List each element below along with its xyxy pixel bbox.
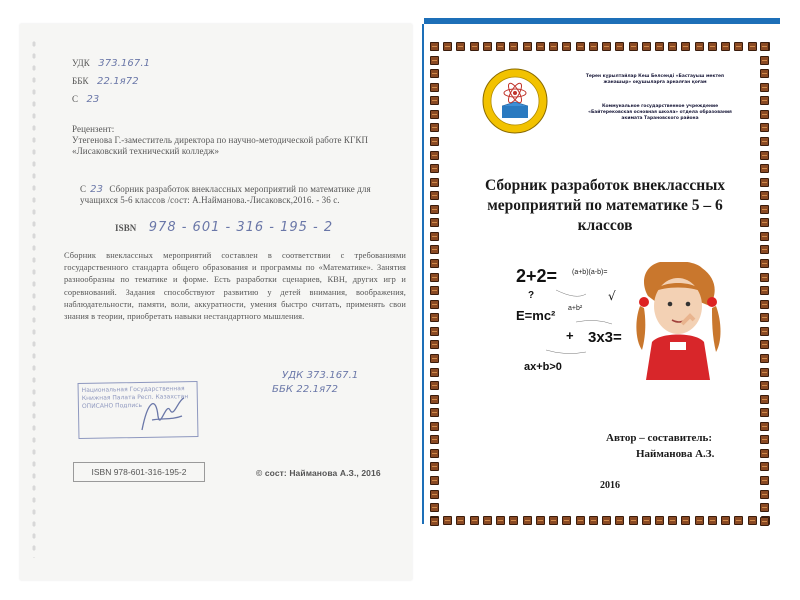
border-chest-icon bbox=[496, 42, 505, 51]
border-chest-icon bbox=[430, 503, 439, 512]
border-chest-icon bbox=[760, 327, 769, 336]
desc-text: Сборник разработок внеклассных мероприятий по математике для учащихся 5-6 классов /сост: А.Найманова.-Лисаковск,2016. - 36 с. bbox=[80, 184, 371, 205]
formula-2plus2: 2+2= bbox=[516, 266, 558, 286]
header-kazakh-text: Терен кұрылтайлар Кеш Белсенді «Бастауыш мектеп жанашыр» оқушыларға арналған қоғам bbox=[585, 74, 725, 85]
border-chest-icon bbox=[760, 69, 769, 78]
border-chest-icon bbox=[430, 462, 439, 471]
isbn-line bbox=[115, 220, 333, 235]
border-chest-icon bbox=[430, 408, 439, 417]
border-chest-icon bbox=[430, 218, 439, 227]
header-school-name: Коммунальное государственное учреждение «Байтерековская основная школа» отдела образования акимата Тарановского района bbox=[588, 104, 732, 121]
formula-ab2: a+b² bbox=[568, 305, 583, 312]
c-line bbox=[72, 94, 99, 105]
border-chest-icon bbox=[655, 516, 664, 525]
decorative-border-bottom bbox=[430, 516, 770, 526]
border-chest-icon bbox=[748, 42, 757, 51]
decorative-border-top bbox=[430, 42, 770, 52]
handwritten-udk: УДК 373.167.1 bbox=[282, 370, 359, 381]
author-name: Найманова А.З. bbox=[636, 448, 715, 460]
isbn-box: ISBN 978-601-316-195-2 bbox=[73, 462, 205, 482]
top-blue-bar bbox=[424, 18, 780, 24]
border-chest-icon bbox=[760, 449, 769, 458]
border-chest-icon bbox=[760, 83, 769, 92]
border-chest-icon bbox=[549, 516, 558, 525]
border-chest-icon bbox=[430, 517, 439, 526]
border-chest-icon bbox=[708, 42, 717, 51]
handwritten-bbk: ББК 22.1я72 bbox=[272, 384, 339, 395]
border-chest-icon bbox=[496, 516, 505, 525]
border-chest-icon bbox=[760, 368, 769, 377]
border-chest-icon bbox=[681, 516, 690, 525]
border-chest-icon bbox=[443, 42, 452, 51]
border-chest-icon bbox=[760, 395, 769, 404]
border-chest-icon bbox=[629, 516, 638, 525]
binding-dots bbox=[30, 38, 38, 558]
school-emblem-icon bbox=[480, 66, 550, 136]
border-chest-icon bbox=[760, 164, 769, 173]
border-chest-icon bbox=[430, 205, 439, 214]
border-chest-icon bbox=[430, 110, 439, 119]
border-chest-icon bbox=[430, 435, 439, 444]
reviewer-organization: «Лисаковский технический колледж» bbox=[72, 146, 220, 156]
border-chest-icon bbox=[734, 42, 743, 51]
border-chest-icon bbox=[642, 42, 651, 51]
border-chest-icon bbox=[681, 42, 690, 51]
border-chest-icon bbox=[589, 42, 598, 51]
bibliographic-description bbox=[80, 184, 406, 206]
reviewer-heading: Рецензент: bbox=[72, 124, 115, 134]
border-chest-icon bbox=[430, 96, 439, 105]
border-chest-icon bbox=[760, 218, 769, 227]
border-chest-icon bbox=[589, 516, 598, 525]
border-chest-icon bbox=[536, 42, 545, 51]
border-chest-icon bbox=[430, 313, 439, 322]
border-chest-icon bbox=[483, 516, 492, 525]
border-chest-icon bbox=[576, 516, 585, 525]
border-chest-icon bbox=[760, 503, 769, 512]
border-chest-icon bbox=[602, 42, 611, 51]
border-chest-icon bbox=[509, 42, 518, 51]
border-chest-icon bbox=[760, 273, 769, 282]
formula-3x3: 3x3= bbox=[588, 329, 622, 346]
bbk-handwritten: 22.1я72 bbox=[97, 76, 139, 87]
bbk-line bbox=[72, 76, 139, 87]
formula-plus: + bbox=[566, 328, 574, 343]
library-stamp: Национальная Государственная Книжная Палата Респ. Казахстан ОПИСАНО Подпись bbox=[78, 381, 199, 439]
border-chest-icon bbox=[430, 354, 439, 363]
girl-illustration-icon bbox=[630, 262, 726, 380]
imprint-page bbox=[20, 24, 412, 580]
border-chest-icon bbox=[430, 42, 439, 51]
desc-handwritten: 23 bbox=[90, 184, 104, 195]
signature-icon bbox=[138, 390, 188, 438]
c-handwritten: 23 bbox=[86, 94, 100, 105]
border-chest-icon bbox=[655, 42, 664, 51]
border-chest-icon bbox=[615, 516, 624, 525]
border-chest-icon bbox=[760, 232, 769, 241]
border-chest-icon bbox=[523, 42, 532, 51]
author-label: Автор – составитель: bbox=[606, 432, 713, 444]
border-chest-icon bbox=[523, 516, 532, 525]
border-chest-icon bbox=[430, 232, 439, 241]
border-chest-icon bbox=[430, 164, 439, 173]
border-chest-icon bbox=[483, 42, 492, 51]
cover-page bbox=[420, 18, 780, 546]
border-chest-icon bbox=[430, 327, 439, 336]
c-label: С bbox=[72, 94, 79, 104]
formula-axb: ax+b>0 bbox=[524, 361, 562, 373]
border-chest-icon bbox=[430, 178, 439, 187]
border-chest-icon bbox=[549, 42, 558, 51]
border-chest-icon bbox=[760, 259, 769, 268]
border-chest-icon bbox=[760, 123, 769, 132]
border-chest-icon bbox=[615, 42, 624, 51]
border-chest-icon bbox=[430, 259, 439, 268]
border-chest-icon bbox=[760, 313, 769, 322]
border-chest-icon bbox=[509, 516, 518, 525]
border-chest-icon bbox=[760, 300, 769, 309]
border-chest-icon bbox=[536, 516, 545, 525]
border-chest-icon bbox=[430, 191, 439, 200]
copyright-line: © сост: Найманова А.З., 2016 bbox=[256, 468, 381, 478]
udk-handwritten: 373.167.1 bbox=[98, 58, 151, 69]
border-chest-icon bbox=[760, 422, 769, 431]
border-chest-icon bbox=[470, 42, 479, 51]
border-chest-icon bbox=[734, 516, 743, 525]
formula-sqrt: √ bbox=[608, 289, 616, 303]
border-chest-icon bbox=[629, 42, 638, 51]
border-chest-icon bbox=[760, 408, 769, 417]
border-chest-icon bbox=[668, 42, 677, 51]
border-chest-icon bbox=[695, 42, 704, 51]
border-chest-icon bbox=[748, 516, 757, 525]
formula-question: ? bbox=[528, 290, 535, 301]
isbn-label: ISBN bbox=[115, 223, 137, 233]
border-chest-icon bbox=[760, 151, 769, 160]
border-chest-icon bbox=[760, 110, 769, 119]
formula-emc2: E=mc² bbox=[516, 308, 556, 323]
border-chest-icon bbox=[430, 286, 439, 295]
udk-label: УДК bbox=[72, 58, 90, 68]
border-chest-icon bbox=[760, 435, 769, 444]
border-chest-icon bbox=[430, 151, 439, 160]
abstract-text: Сборник внеклассных мероприятий составлен в соответствии с требованиями государственного стандарта общего образования и программы по «Математике». Занятия разнообразны по тематике и форме. Есть разработки сценариев, КВН, других игр и соревнований. Задания способствуют развитию у детей внимания, воображения, наблюдательности, памяти, воли, аккуратности, умения быстро считать, применять свои знания в теории, приобретать навыки нестандартного мышления. bbox=[64, 251, 406, 322]
reviewer-name: Утегенова Г.-заместитель директора по научно-методической работе КГКП bbox=[72, 135, 369, 145]
border-chest-icon bbox=[430, 123, 439, 132]
border-chest-icon bbox=[760, 381, 769, 390]
border-chest-icon bbox=[430, 368, 439, 377]
border-chest-icon bbox=[721, 516, 730, 525]
border-chest-icon bbox=[430, 137, 439, 146]
border-chest-icon bbox=[430, 422, 439, 431]
udk-line bbox=[72, 58, 150, 69]
border-chest-icon bbox=[760, 354, 769, 363]
border-chest-icon bbox=[470, 516, 479, 525]
border-chest-icon bbox=[760, 178, 769, 187]
cover-title: Сборник разработок внеклассных мероприятий по математике 5 – 6 классов bbox=[484, 177, 726, 234]
border-chest-icon bbox=[430, 381, 439, 390]
border-chest-icon bbox=[760, 96, 769, 105]
border-chest-icon bbox=[760, 286, 769, 295]
border-chest-icon bbox=[708, 516, 717, 525]
border-chest-icon bbox=[760, 340, 769, 349]
isbn-handwritten: 978 - 601 - 316 - 195 - 2 bbox=[148, 220, 334, 235]
border-chest-icon bbox=[430, 245, 439, 254]
border-chest-icon bbox=[443, 516, 452, 525]
border-chest-icon bbox=[668, 516, 677, 525]
left-blue-edge bbox=[422, 24, 424, 524]
border-chest-icon bbox=[430, 476, 439, 485]
bbk-label: ББК bbox=[72, 76, 89, 86]
border-chest-icon bbox=[760, 490, 769, 499]
border-chest-icon bbox=[430, 273, 439, 282]
decorative-border-left bbox=[430, 42, 440, 526]
publication-year: 2016 bbox=[600, 480, 620, 491]
border-chest-icon bbox=[760, 137, 769, 146]
border-chest-icon bbox=[760, 56, 769, 65]
border-chest-icon bbox=[430, 340, 439, 349]
border-chest-icon bbox=[760, 205, 769, 214]
border-chest-icon bbox=[562, 42, 571, 51]
border-chest-icon bbox=[430, 56, 439, 65]
border-chest-icon bbox=[430, 69, 439, 78]
formula-ab: (a+b)(a-b)= bbox=[572, 269, 608, 276]
border-chest-icon bbox=[760, 462, 769, 471]
border-chest-icon bbox=[721, 42, 730, 51]
decorative-border-right bbox=[760, 42, 770, 526]
border-chest-icon bbox=[430, 395, 439, 404]
border-chest-icon bbox=[430, 490, 439, 499]
border-chest-icon bbox=[430, 300, 439, 309]
border-chest-icon bbox=[562, 516, 571, 525]
border-chest-icon bbox=[760, 476, 769, 485]
border-chest-icon bbox=[430, 83, 439, 92]
border-chest-icon bbox=[430, 449, 439, 458]
border-chest-icon bbox=[760, 517, 769, 526]
border-chest-icon bbox=[602, 516, 611, 525]
desc-prefix: С bbox=[80, 184, 87, 194]
border-chest-icon bbox=[456, 42, 465, 51]
border-chest-icon bbox=[642, 516, 651, 525]
border-chest-icon bbox=[760, 245, 769, 254]
border-chest-icon bbox=[695, 516, 704, 525]
border-chest-icon bbox=[760, 42, 769, 51]
border-chest-icon bbox=[760, 191, 769, 200]
border-chest-icon bbox=[456, 516, 465, 525]
border-chest-icon bbox=[576, 42, 585, 51]
